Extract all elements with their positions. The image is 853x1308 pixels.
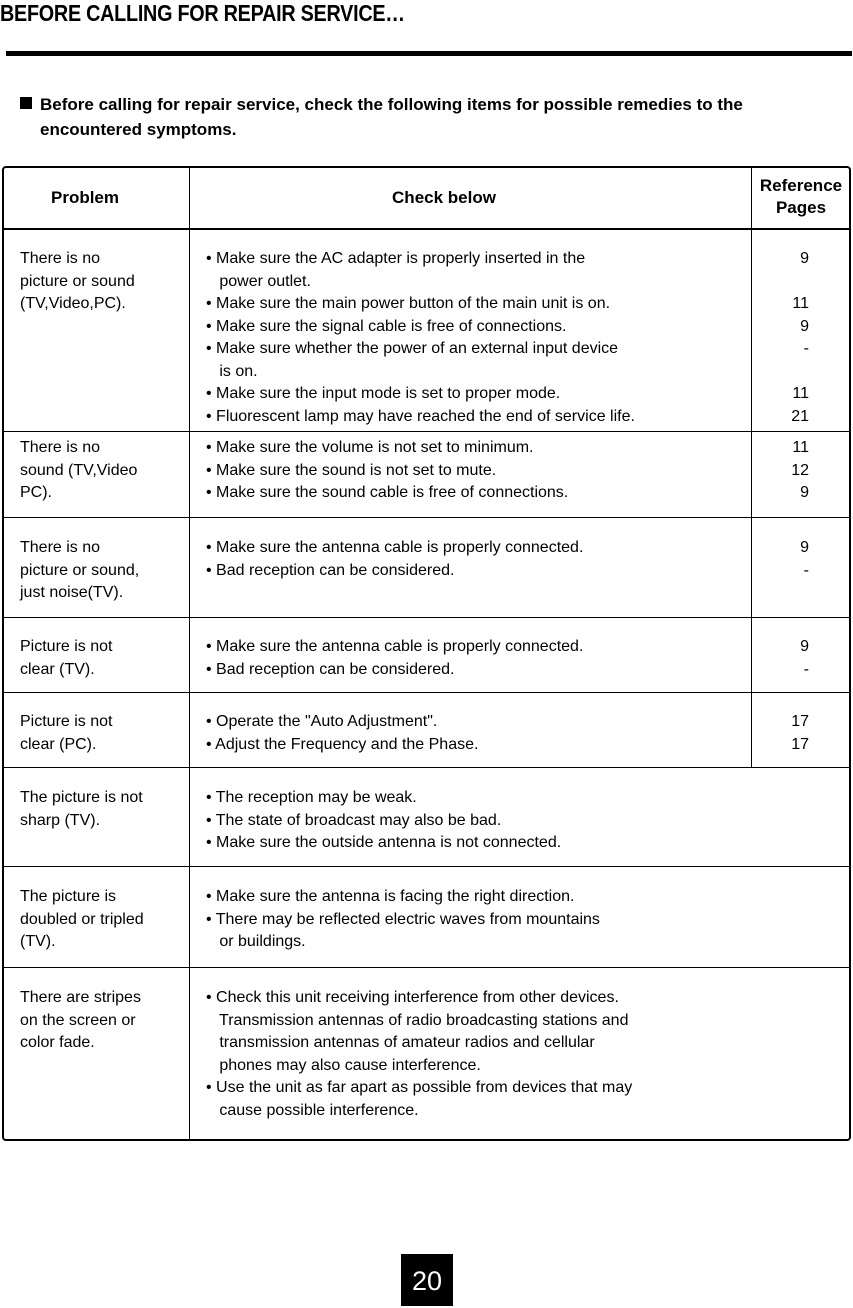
check-cell: • Make sure the volume is not set to minimum. • Make sure the sound is not set to mute. • Make sure the sound cable is free of connections. (206, 439, 569, 501)
row-divider (3, 767, 850, 768)
check-cell: • Check this unit receiving interference from other devices. Transmission antennas of radio broadcasting stations and transmission antennas of amateur radios and cellular phones may also cause interference. • Use the unit as far apart as possible from devices that may cause possible interference. (206, 989, 633, 1119)
reference-cell: 9 11 9 - 11 21 (791, 250, 809, 425)
header-reference-line-1: Reference (759, 176, 843, 195)
problem-cell: The picture is doubled or tripled (TV). (20, 888, 144, 950)
problem-cell: There is no sound (TV,Video PC). (20, 439, 138, 501)
reference-cell: 9 - (800, 638, 809, 678)
header-reference-line-2: Pages (775, 198, 827, 217)
problem-cell: There is no picture or sound, just noise(TV). (20, 539, 140, 601)
row-divider (3, 692, 850, 693)
header-check-below: Check below (392, 188, 496, 207)
header-problem: Problem (50, 188, 120, 207)
row-divider (3, 431, 850, 432)
header-reference-pages (752, 175, 850, 219)
intro-line-1: Before calling for repair service, check the following items for possible remedies to the (40, 95, 743, 114)
row-divider (3, 617, 850, 618)
reference-cell: 11 12 9 (791, 439, 809, 501)
intro-text (20, 92, 840, 142)
problem-cell: Picture is not clear (TV). (20, 638, 113, 678)
page-number: 20 (401, 1254, 453, 1306)
column-divider-problem (189, 167, 190, 1140)
title-rule (6, 51, 852, 56)
check-cell: • Make sure the antenna is facing the right direction. • There may be reflected electric waves from mountains or buildings. (206, 888, 600, 950)
check-cell: • The reception may be weak. • The state of broadcast may also be bad. • Make sure the outside antenna is not connected. (206, 789, 562, 851)
reference-cell: 9 - (800, 539, 809, 579)
check-cell: • Operate the "Auto Adjustment". • Adjust the Frequency and the Phase. (206, 713, 479, 753)
intro-line-2: encountered symptoms. (40, 120, 237, 139)
row-divider (3, 517, 850, 518)
check-cell: • Make sure the antenna cable is properly connected. • Bad reception can be considered. (206, 638, 584, 678)
check-cell: • Make sure the AC adapter is properly inserted in the power outlet. • Make sure the main power button of the main unit is on. • Make sure the signal cable is free of connections. • Make sure whether the power of an external input device is on. • Make sure the input mode is set to proper mode. • Fluorescent lamp may have reached the end of service life. (206, 250, 635, 425)
problem-cell: The picture is not sharp (TV). (20, 789, 143, 829)
square-bullet-icon (20, 97, 32, 109)
reference-cell: 17 17 (791, 713, 809, 753)
row-divider (3, 866, 850, 867)
row-divider (3, 967, 850, 968)
header-divider (3, 228, 850, 230)
problem-cell: There are stripes on the screen or color fade. (20, 989, 141, 1051)
problem-cell: Picture is not clear (PC). (20, 713, 113, 753)
problem-cell: There is no picture or sound (TV,Video,PC). (20, 250, 135, 312)
page-title: BEFORE CALLING FOR REPAIR SERVICE… (0, 0, 405, 26)
check-cell: • Make sure the antenna cable is properly connected. • Bad reception can be considered. (206, 539, 584, 579)
